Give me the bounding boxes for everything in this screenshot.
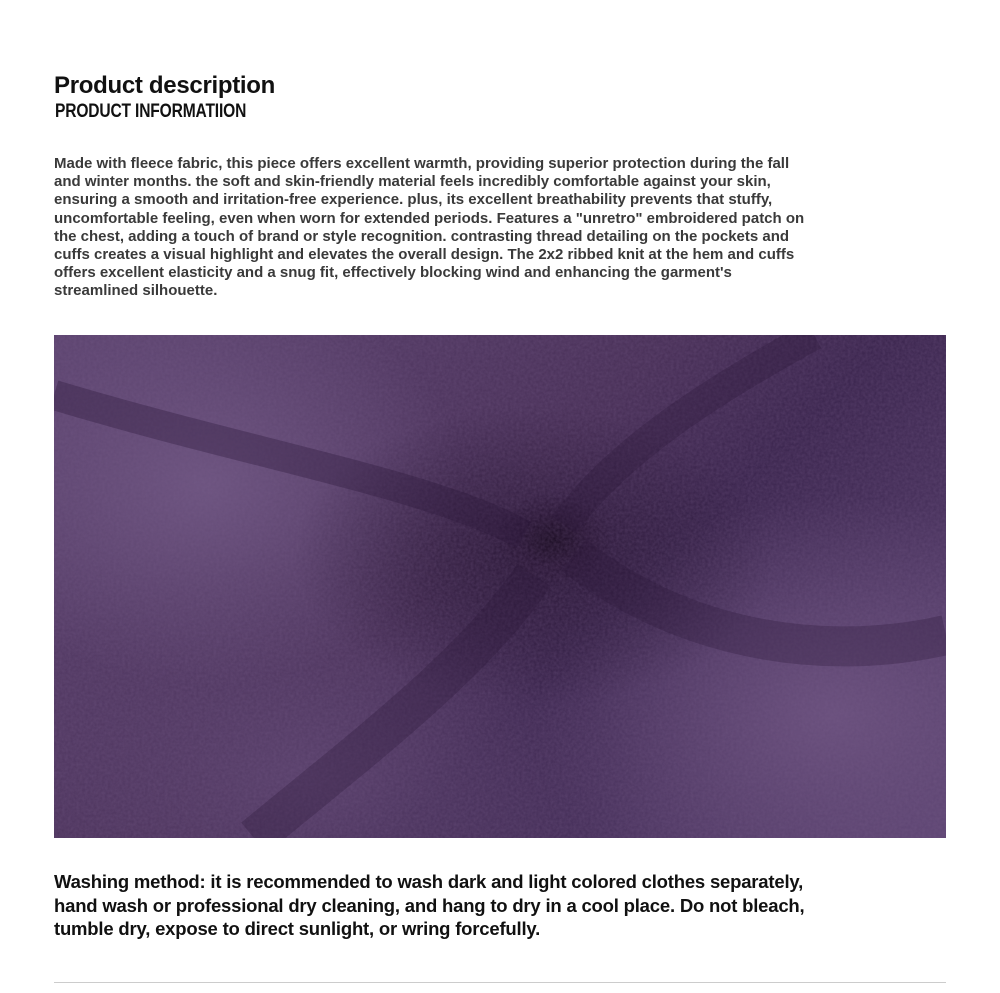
washing-line: hand wash or professional dry cleaning, and hang to dry in a cool place. Do not bleach, <box>54 894 805 916</box>
washing-line: tumble dry, expose to direct sunlight, or wring forcefully. <box>54 918 541 939</box>
page-title: Product description <box>54 72 275 99</box>
description-line: Made with fleece fabric, this piece offers excellent warmth, providing superior protection during the fall <box>54 155 790 172</box>
description-line: the chest, adding a touch of brand or style recognition. contrasting thread detailing on the pockets and <box>54 227 790 245</box>
description-line: and winter months. the soft and skin-friendly material feels incredibly comfortable against your skin, <box>54 173 771 191</box>
description-line: cuffs creates a visual highlight and elevates the overall design. The 2x2 ribbed knit at the hem and cuffs <box>54 246 795 264</box>
washing-instructions <box>54 870 804 941</box>
description-line: ensuring a smooth and irritation-free experience. plus, its excellent breathability prevents that stuffy, <box>54 191 773 209</box>
fleece-fabric-image <box>54 335 946 838</box>
description-line: offers excellent elasticity and a snug fit, effectively blocking wind and enhancing the garment's <box>54 264 732 282</box>
divider <box>54 982 946 983</box>
fabric-folds <box>54 335 946 838</box>
washing-line: Washing method: it is recommended to wash dark and light colored clothes separately, <box>54 871 804 892</box>
page-subtitle: PRODUCT INFORMATIION <box>55 101 247 122</box>
description-line: streamlined silhouette. <box>54 282 218 300</box>
product-description <box>54 155 804 301</box>
description-line: uncomfortable feeling, even when worn for extended periods. Features a "unretro" embroidered patch on <box>54 209 805 227</box>
